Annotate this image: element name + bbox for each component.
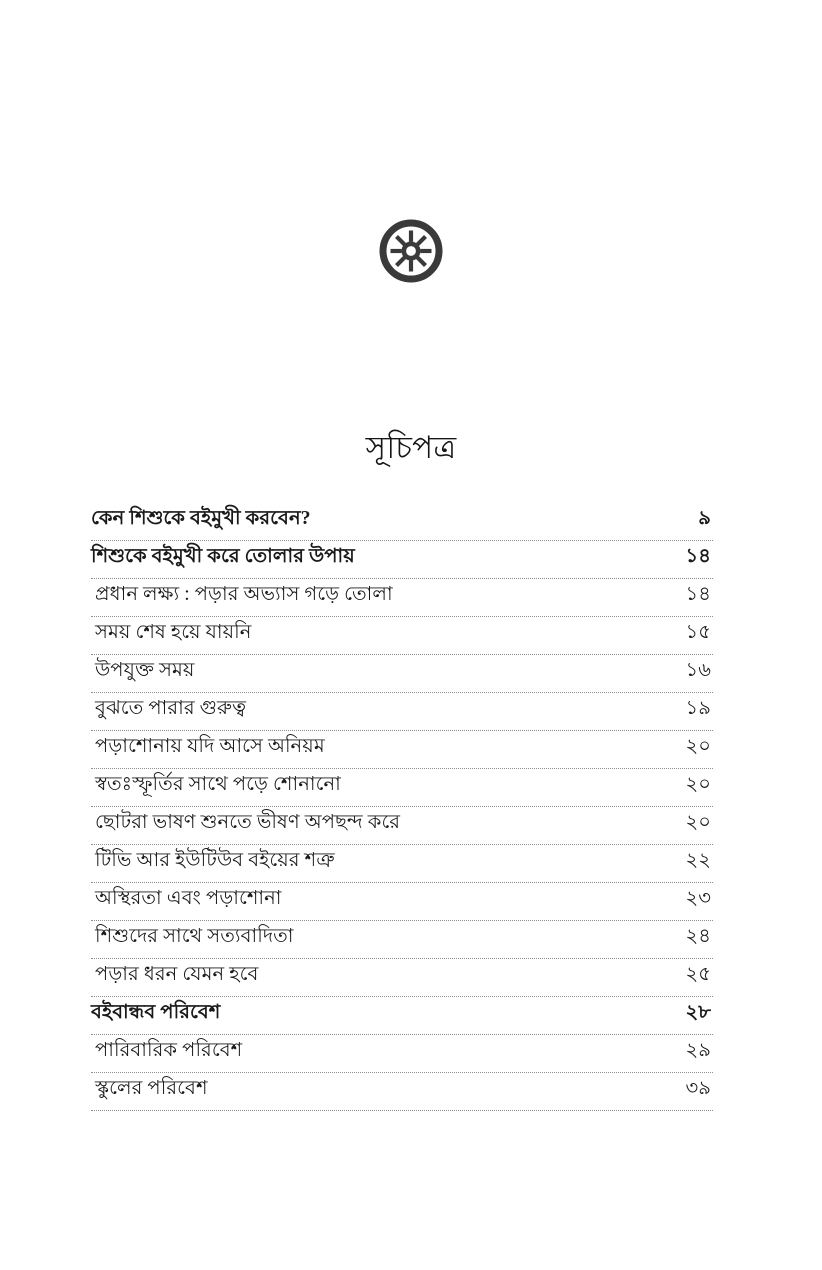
toc-entry-title: কেন শিশুকে বইমুখী করবেন? <box>91 508 311 529</box>
toc-entry-title: বুঝতে পারার গুরুত্ব <box>95 698 247 719</box>
toc-entry[interactable] <box>91 997 713 1035</box>
toc-entry-title: পারিবারিক পরিবেশ <box>95 1040 243 1061</box>
toc-entry-page-number: ১৪ <box>685 546 711 567</box>
toc-entry-title: সময় শেষ হয়ে যায়নি <box>95 622 252 643</box>
toc-entry[interactable] <box>91 617 713 655</box>
toc-entry-page-number: ২০ <box>685 736 711 757</box>
ornament-container <box>0 219 822 283</box>
toc-entry-page-number: ৯ <box>698 508 711 529</box>
toc-entry-page-number: ২০ <box>685 812 711 833</box>
toc-entry[interactable] <box>91 1035 713 1073</box>
toc-entry-title: উপযুক্ত সময় <box>95 660 195 681</box>
toc-entry[interactable] <box>91 731 713 769</box>
toc-entry-title: স্কুলের পরিবেশ <box>95 1078 208 1099</box>
toc-entry-page-number: ২৮ <box>685 1002 711 1023</box>
page-title: সূচিপত্র <box>365 430 457 465</box>
toc-entry[interactable] <box>91 807 713 845</box>
toc-entry-page-number: ১৬ <box>685 660 711 681</box>
toc-entry-page-number: ২৩ <box>685 888 711 909</box>
wheel-rosette-ornament <box>379 219 443 283</box>
toc-list <box>91 503 713 1111</box>
toc-entry[interactable] <box>91 883 713 921</box>
toc-entry-title: শিশুকে বইমুখী করে তোলার উপায় <box>91 546 355 567</box>
toc-entry[interactable] <box>91 579 713 617</box>
toc-entry-title: বইবান্ধব পরিবেশ <box>91 1002 221 1023</box>
toc-entry-title: অস্থিরতা এবং পড়াশোনা <box>95 888 282 909</box>
toc-entry-title: স্বতঃস্ফূর্তির সাথে পড়ে শোনানো <box>95 774 341 795</box>
toc-entry-title: পড়ার ধরন যেমন হবে <box>95 964 259 985</box>
toc-entry-page-number: ৩৯ <box>685 1078 711 1099</box>
toc-entry[interactable] <box>91 693 713 731</box>
toc-entry-page-number: ১৫ <box>685 622 711 643</box>
toc-entry-page-number: ২৯ <box>685 1040 711 1061</box>
toc-entry[interactable] <box>91 541 713 579</box>
toc-entry-page-number: ২০ <box>685 774 711 795</box>
toc-entry[interactable] <box>91 1073 713 1111</box>
toc-entry[interactable] <box>91 769 713 807</box>
toc-entry[interactable] <box>91 959 713 997</box>
toc-entry-page-number: ২২ <box>685 850 711 871</box>
toc-entry-title: শিশুদের সাথে সত্যবাদিতা <box>95 926 294 947</box>
toc-entry-page-number: ২৫ <box>685 964 711 985</box>
toc-entry-title: প্রধান লক্ষ্য : পড়ার অভ্যাস গড়ে তোলা <box>95 584 393 605</box>
toc-entry[interactable] <box>91 503 713 541</box>
toc-entry-title: টিভি আর ইউটিউব বইয়ের শত্রু <box>95 850 335 871</box>
toc-entry-page-number: ১৯ <box>685 698 711 719</box>
toc-entry-page-number: ২৪ <box>685 926 711 947</box>
toc-entry[interactable] <box>91 655 713 693</box>
toc-entry-title: পড়াশোনায় যদি আসে অনিয়ম <box>95 736 325 757</box>
toc-entry-page-number: ১৪ <box>685 584 711 605</box>
toc-entry[interactable] <box>91 845 713 883</box>
toc-entry-title: ছোটরা ভাষণ শুনতে ভীষণ অপছন্দ করে <box>95 812 401 833</box>
toc-entry[interactable] <box>91 921 713 959</box>
